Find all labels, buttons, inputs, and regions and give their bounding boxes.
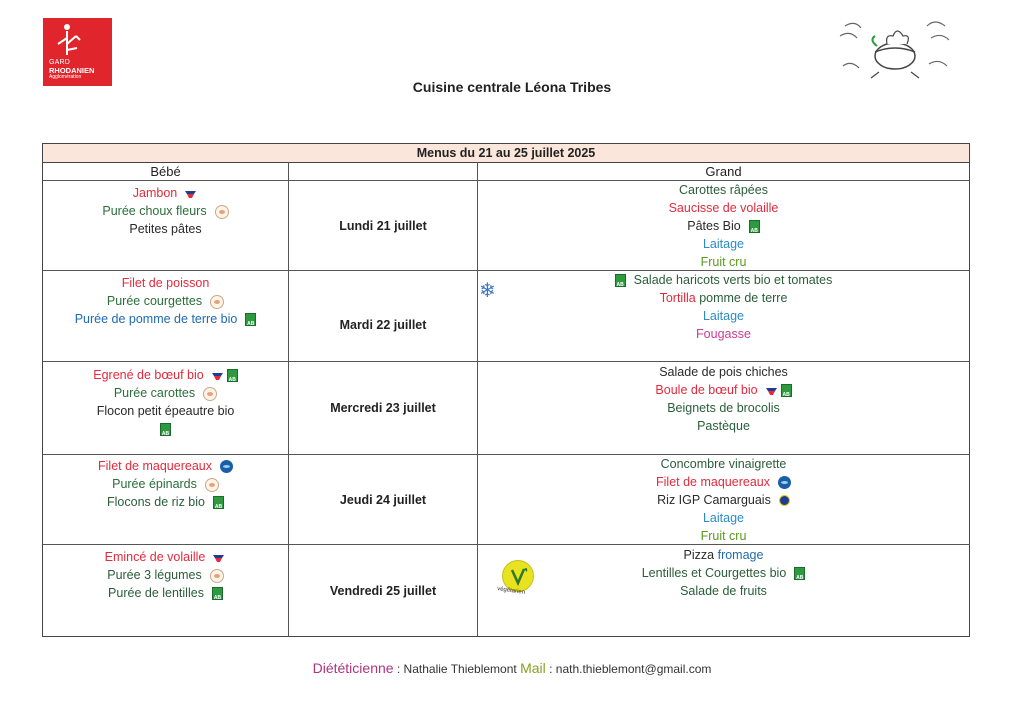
- dietitian-label: Diététicienne: [312, 660, 394, 676]
- menu-item: Purée épinards: [112, 477, 197, 491]
- table-header: Menus du 21 au 25 juillet 2025: [43, 144, 969, 163]
- menu-item: Laitage: [702, 237, 744, 251]
- menu-item: Laitage: [702, 511, 744, 525]
- grand-cell-monday: [477, 181, 970, 271]
- baby-face-icon: [215, 205, 229, 219]
- vegetarian-label: végétarien: [496, 586, 526, 596]
- menu-item: Purée 3 légumes: [107, 568, 202, 582]
- bebe-cell-monday: [43, 184, 288, 238]
- day-label: Mardi 22 juillet: [339, 318, 427, 332]
- menu-item: Flocons de riz bio: [107, 495, 205, 509]
- menu-item: Purée de lentilles: [108, 586, 204, 600]
- menu-item: Pastèque: [697, 419, 750, 433]
- organic-ab-icon: [781, 384, 792, 397]
- menu-item: Salade haricots verts bio et tomates: [633, 273, 833, 287]
- menu-item: Riz IGP Camarguais: [657, 493, 771, 507]
- bebe-cell-friday: [43, 548, 288, 602]
- baby-face-icon: [205, 478, 219, 492]
- label-rouge-icon: [211, 553, 226, 563]
- dietitian-name: : Nathalie Thieblemont: [396, 662, 517, 676]
- column-grand-header: Grand: [705, 164, 742, 179]
- menu-item: Purée choux fleurs: [102, 204, 207, 218]
- logo-symbol-icon: [53, 22, 83, 58]
- organic-ab-icon: [615, 274, 626, 287]
- menu-item: Jambon: [132, 186, 178, 200]
- menu-item: Laitage: [702, 309, 744, 323]
- organic-ab-icon: [749, 220, 760, 233]
- baby-face-icon: [210, 295, 224, 309]
- label-rouge-icon: [764, 386, 779, 396]
- menu-item: fromage: [717, 548, 764, 562]
- column-divider-1: [288, 162, 289, 637]
- row-divider-2: [43, 361, 970, 362]
- menu-item: Filet de maquereaux: [656, 475, 770, 489]
- mail-address[interactable]: : nath.thieblemont@gmail.com: [549, 662, 712, 676]
- day-label: Vendredi 25 juillet: [329, 584, 437, 598]
- menu-item: Petites pâtes: [129, 222, 202, 236]
- menu-item: Flocon petit épeautre bio: [96, 404, 235, 418]
- menu-item: Purée carottes: [113, 386, 196, 400]
- snowflake-icon: ❄: [479, 280, 496, 302]
- day-label: Lundi 21 juillet: [339, 219, 427, 233]
- menu-item: Emincé de volaille: [104, 550, 206, 564]
- grand-cell-tuesday: [477, 271, 970, 343]
- organic-ab-icon: [227, 369, 238, 382]
- column-bebe-header: Bébé: [150, 164, 181, 179]
- day-label: Jeudi 24 juillet: [339, 493, 427, 507]
- organic-ab-icon: [212, 587, 223, 600]
- baby-face-icon: [210, 569, 224, 583]
- grand-cell-thursday: [477, 455, 970, 545]
- organic-ab-icon: [794, 567, 805, 580]
- menu-item: Fougasse: [696, 327, 751, 341]
- footer-contact: [0, 660, 1024, 676]
- logo-line1: GARD: [49, 59, 71, 66]
- bebe-cell-tuesday: [43, 274, 288, 328]
- menu-item: Salade de pois chiches: [659, 365, 788, 379]
- menu-item: Fruit cru: [700, 529, 747, 543]
- label-rouge-icon: [210, 371, 225, 381]
- menu-item: Filet de maquereaux: [98, 459, 212, 473]
- menu-item: Pâtes Bio: [687, 219, 741, 233]
- menu-item: pomme de terre: [699, 291, 788, 305]
- menu-item: Fruit cru: [700, 255, 747, 269]
- logo-line2: RHODANIEN: [49, 66, 95, 75]
- menu-item: Boule de bœuf bio: [655, 383, 758, 397]
- menu-item: Egrené de bœuf bio: [93, 368, 204, 382]
- logo-line3: Agglomération: [49, 74, 82, 80]
- grand-cell-wednesday: [477, 363, 970, 435]
- label-rouge-icon: [183, 189, 198, 199]
- baby-face-icon: [203, 387, 217, 401]
- menu-item: Purée courgettes: [106, 294, 203, 308]
- menu-item: Purée de pomme de terre bio: [74, 312, 238, 326]
- menu-item: Carottes râpées: [679, 183, 768, 197]
- menu-item: Tortilla: [659, 291, 696, 305]
- day-label: Mercredi 23 juillet: [330, 401, 436, 415]
- menu-item: Beignets de brocolis: [667, 401, 780, 415]
- menu-item: Lentilles et Courgettes bio: [641, 566, 787, 580]
- igp-icon: [779, 495, 790, 506]
- msc-fish-icon: [220, 460, 233, 473]
- menu-item: Filet de poisson: [121, 276, 210, 290]
- page-title: Cuisine centrale Léona Tribes: [412, 79, 612, 95]
- chef-pot-icon: [835, 16, 953, 82]
- msc-fish-icon: [778, 476, 791, 489]
- bebe-cell-thursday: [43, 457, 288, 511]
- menu-item: Saucisse de volaille: [668, 201, 779, 215]
- mail-label: Mail: [520, 660, 546, 676]
- menu-item: Concombre vinaigrette: [660, 457, 787, 471]
- grand-cell-friday: [477, 546, 970, 600]
- organic-ab-icon: [245, 313, 256, 326]
- organic-ab-icon: [213, 496, 224, 509]
- gard-rhodanien-logo: [43, 18, 112, 86]
- organic-ab-icon: [160, 423, 171, 436]
- menu-item: Salade de fruits: [680, 584, 767, 598]
- bebe-cell-wednesday: [43, 366, 288, 438]
- menu-item: Pizza: [683, 548, 715, 562]
